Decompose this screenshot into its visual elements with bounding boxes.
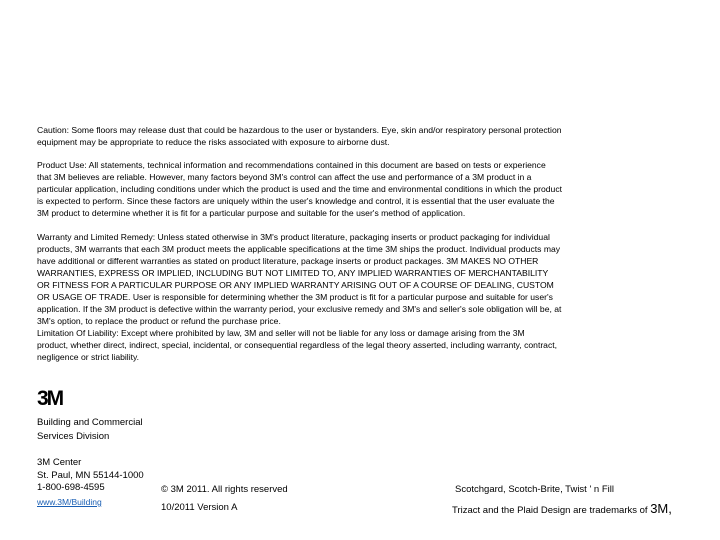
product-use-line: Product Use: All statements, technical information and recommendations contained in this document are based on tests or experience (37, 160, 546, 170)
phone-number: 1-800-698-4595 (37, 482, 105, 493)
division-line: Building and Commercial (37, 417, 143, 428)
copyright-notice: © 3M 2011. All rights reserved (161, 484, 288, 495)
caution-paragraph (37, 124, 650, 148)
warranty-line: have additional or different warranties as stated on product literature, package inserts or product packages. 3M MAKES NO OTHER (37, 256, 539, 266)
address-line: 3M Center (37, 457, 82, 468)
product-use-line: that 3M believes are reliable. However, many factors beyond 3M's control can affect the use and performance of a 3M product in a (37, 172, 532, 182)
warranty-line: WARRANTIES, EXPRESS OR IMPLIED, INCLUDING BUT NOT LIMITED TO, ANY IMPLIED WARRANTIES OF MERCHANTABILITY (37, 268, 549, 278)
trademark-brand: 3M, (650, 501, 672, 516)
warranty-paragraph (37, 231, 650, 363)
3m-logo: 3M (37, 387, 63, 410)
trademark-text: Trizact and the Plaid Design are trademarks of (452, 505, 651, 516)
address-line: St. Paul, MN 55144-1000 (37, 469, 144, 481)
warranty-line: Warranty and Limited Remedy: Unless stated otherwise in 3M's product literature, packaging inserts or product packaging for individual (37, 232, 550, 242)
trademark-line-2 (452, 501, 672, 516)
product-use-line: particular application, including conditions under which the product is used and the time and environmental conditions in which the product (37, 184, 563, 194)
division-line: Services Division (37, 431, 110, 442)
address-block (37, 457, 144, 495)
website-link[interactable]: www.3M/Building (37, 497, 102, 507)
warranty-line: OR USAGE OF TRADE. User is responsible for determining whether the 3M product is fit for a particular purpose and suitable for user's (37, 292, 553, 302)
product-use-paragraph (37, 159, 650, 219)
caution-line: equipment may be appropriate to reduce the risks associated with exposure to airborne dust. (37, 137, 390, 147)
warranty-line: 3M's option, to replace the product or refund the purchase price. (37, 316, 281, 326)
product-use-line: is expected to perform. Since these factors are uniquely within the user's knowledge and control, it is essential that the user evaluate the (37, 196, 555, 206)
division-name (37, 416, 143, 444)
warranty-line: products, 3M warrants that each 3M product meets the applicable specifications at the time 3M ships the product. Individual products may (37, 244, 561, 254)
liability-line: negligence or strict liability. (37, 352, 140, 362)
liability-line: Limitation Of Liability: Except where prohibited by law, 3M and seller will not be liable for any loss or damage arising from the 3M (37, 328, 525, 338)
liability-line: product, whether direct, indirect, special, incidental, or consequential regardless of the legal theory asserted, including warranty, contract, (37, 340, 558, 350)
version-label: 10/2011 Version A (161, 502, 238, 513)
caution-line: Caution: Some floors may release dust that could be hazardous to the user or bystanders. Eye, skin and/or respiratory personal protection (37, 125, 562, 135)
warranty-line: OR FITNESS FOR A PARTICULAR PURPOSE OR ANY IMPLIED WARRANTY ARISING OUT OF A COURSE OF DEALING, CUSTOM (37, 280, 554, 290)
warranty-line: application. If the 3M product is defective within the warranty period, your exclusive remedy and 3M's and seller's sole obligation will be, at (37, 304, 562, 314)
product-use-line: 3M product to determine whether it is fit for a particular purpose and suitable for the user's method of application. (37, 208, 466, 218)
trademark-line-1: Scotchgard, Scotch-Brite, Twist ' n Fill (455, 484, 614, 495)
